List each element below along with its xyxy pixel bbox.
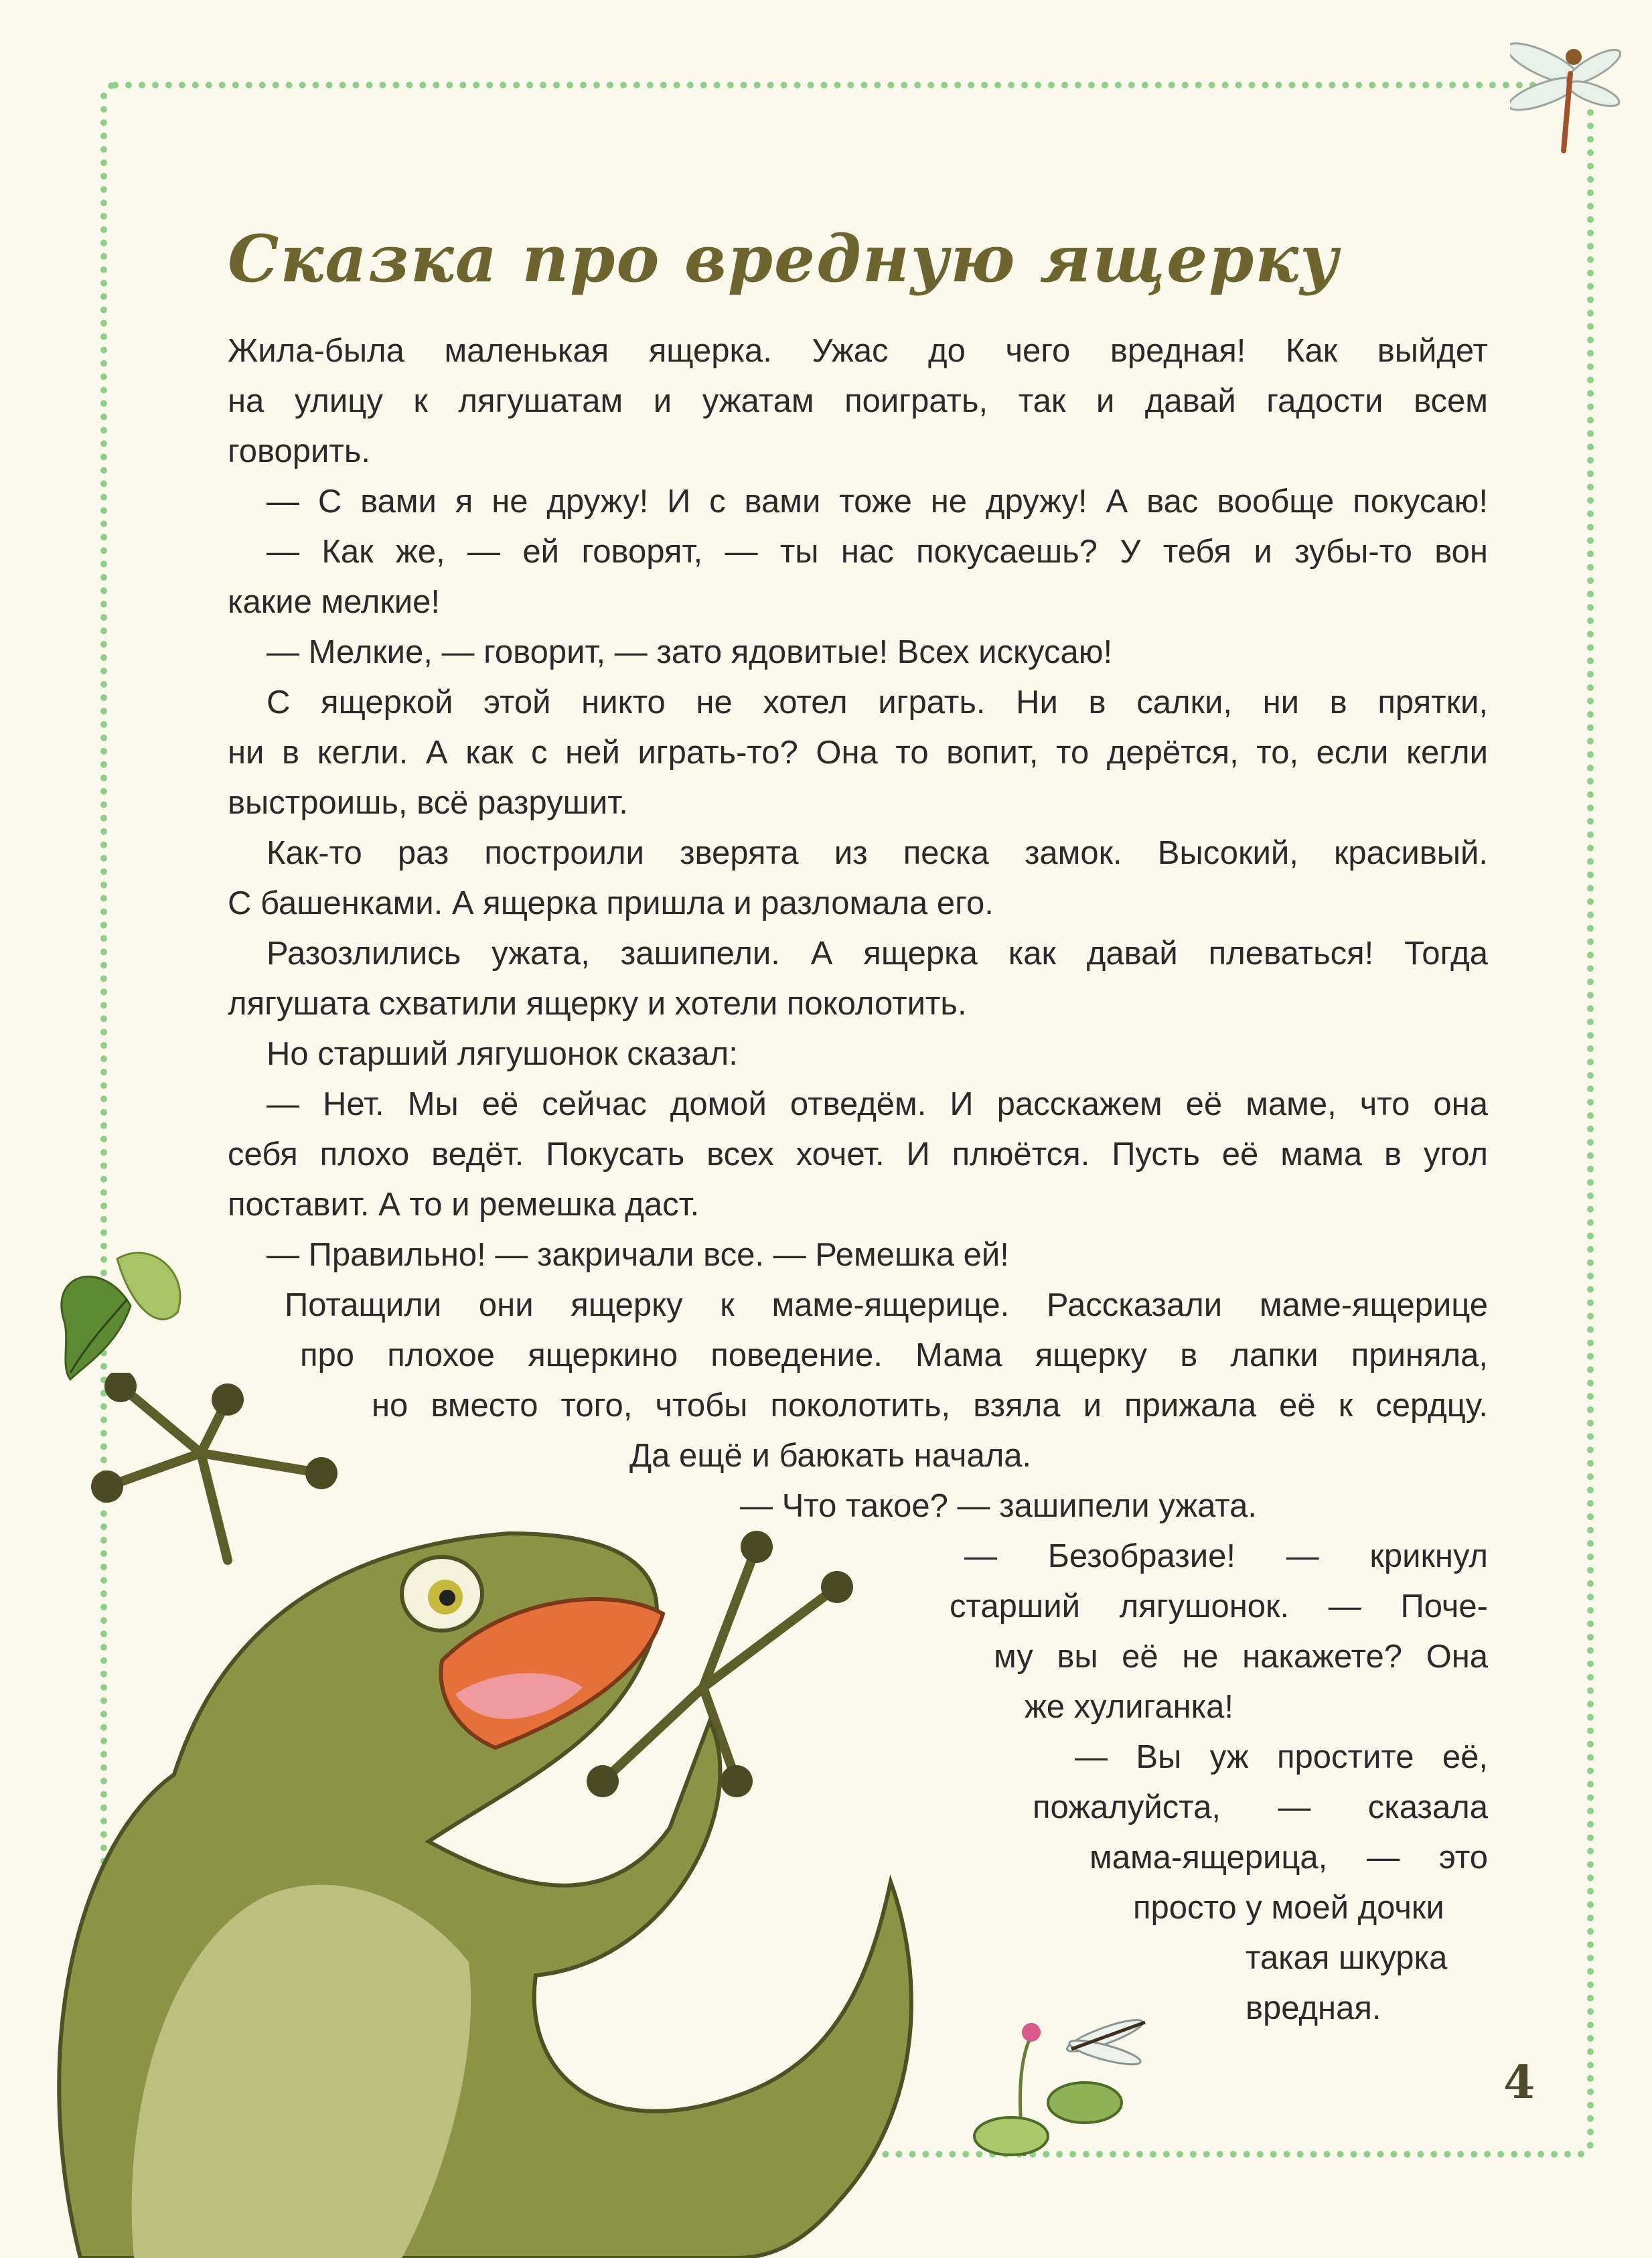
- text-line: старший лягушонок. — Поче-: [950, 1588, 1488, 1625]
- text-line: — Вы уж простите её,: [1075, 1739, 1488, 1775]
- text-line: мама-ящерица, — это: [1090, 1839, 1488, 1876]
- text-line: но вместо того, чтобы поколотить, взяла и прижала её к сердцу.: [372, 1387, 1488, 1424]
- flower-dragonfly-icon: [951, 2002, 1165, 2163]
- story-title: Сказка про вредную ящерку: [228, 221, 1340, 297]
- text-line: Разозлились ужата, зашипели. А ящерка как давай плеваться! Тогда: [267, 935, 1488, 972]
- text-line: же хулиганка!: [1025, 1689, 1234, 1725]
- text-line: Как-то раз построили зверята из песка замок. Высокий, красивый.: [267, 835, 1488, 871]
- text-line: говорить.: [228, 433, 370, 469]
- text-line: просто у моей дочки: [1133, 1890, 1444, 1926]
- dragonfly-icon: [1510, 27, 1624, 161]
- text-line: — Как же, — ей говорят, — ты нас покусаешь? У тебя и зубы-то вон: [267, 534, 1488, 570]
- text-line: — Мелкие, — говорит, — зато ядовитые! Всех искусаю!: [267, 634, 1113, 670]
- text-line: ни в кегли. А как с ней играть-то? Она то вопит, то дерётся, то, если кегли: [228, 735, 1488, 771]
- page-number: 4: [1503, 2056, 1535, 2109]
- text-line: выстроишь, всё разрушит.: [228, 785, 628, 821]
- text-line: лягушата схватили ящерку и хотели поколотить.: [228, 986, 967, 1022]
- text-line: — С вами я не дружу! И с вами тоже не дружу! А вас вообще покусаю!: [267, 483, 1488, 520]
- text-line: С башенками. А ящерка пришла и разломала его.: [228, 885, 994, 921]
- text-line: пожалуйста, — сказала: [1033, 1789, 1488, 1825]
- text-line: себя плохо ведёт. Покусать всех хочет. И плюётся. Пусть её мама в угол: [228, 1136, 1488, 1173]
- text-line: на улицу к лягушатам и ужатам поиграть, так и давай гадости всем: [228, 383, 1488, 419]
- text-line: Потащили они ящерку к маме-ящерице. Рассказали маме-ящерице: [285, 1287, 1488, 1323]
- text-line: поставит. А то и ремешка даст.: [228, 1187, 700, 1223]
- text-line: му вы её не накажете? Она: [994, 1639, 1488, 1675]
- text-line: такая шкурка: [1246, 1940, 1448, 1976]
- text-line: про плохое ящеркино поведение. Мама ящерку в лапки приняла,: [300, 1337, 1488, 1373]
- text-line: какие мелкие!: [228, 584, 441, 620]
- text-line: С ящеркой этой никто не хотел играть. Ни в салки, ни в прятки,: [267, 684, 1488, 721]
- text-line: — Что такое? — зашипели ужата.: [740, 1488, 1258, 1524]
- text-line: Но старший лягушонок сказал:: [267, 1036, 738, 1072]
- text-line: — Нет. Мы её сейчас домой отведём. И расскажем её маме, что она: [267, 1086, 1488, 1122]
- text-line: Жила-была маленькая ящерка. Ужас до чего вредная! Как выйдет: [228, 333, 1488, 369]
- text-line: — Безобразие! — крикнул: [964, 1538, 1488, 1574]
- text-line: Да ещё и баюкать начала.: [629, 1438, 1032, 1474]
- text-line: — Правильно! — закричали все. — Ремешка ей!: [267, 1237, 1009, 1273]
- text-line: вредная.: [1246, 1990, 1381, 2026]
